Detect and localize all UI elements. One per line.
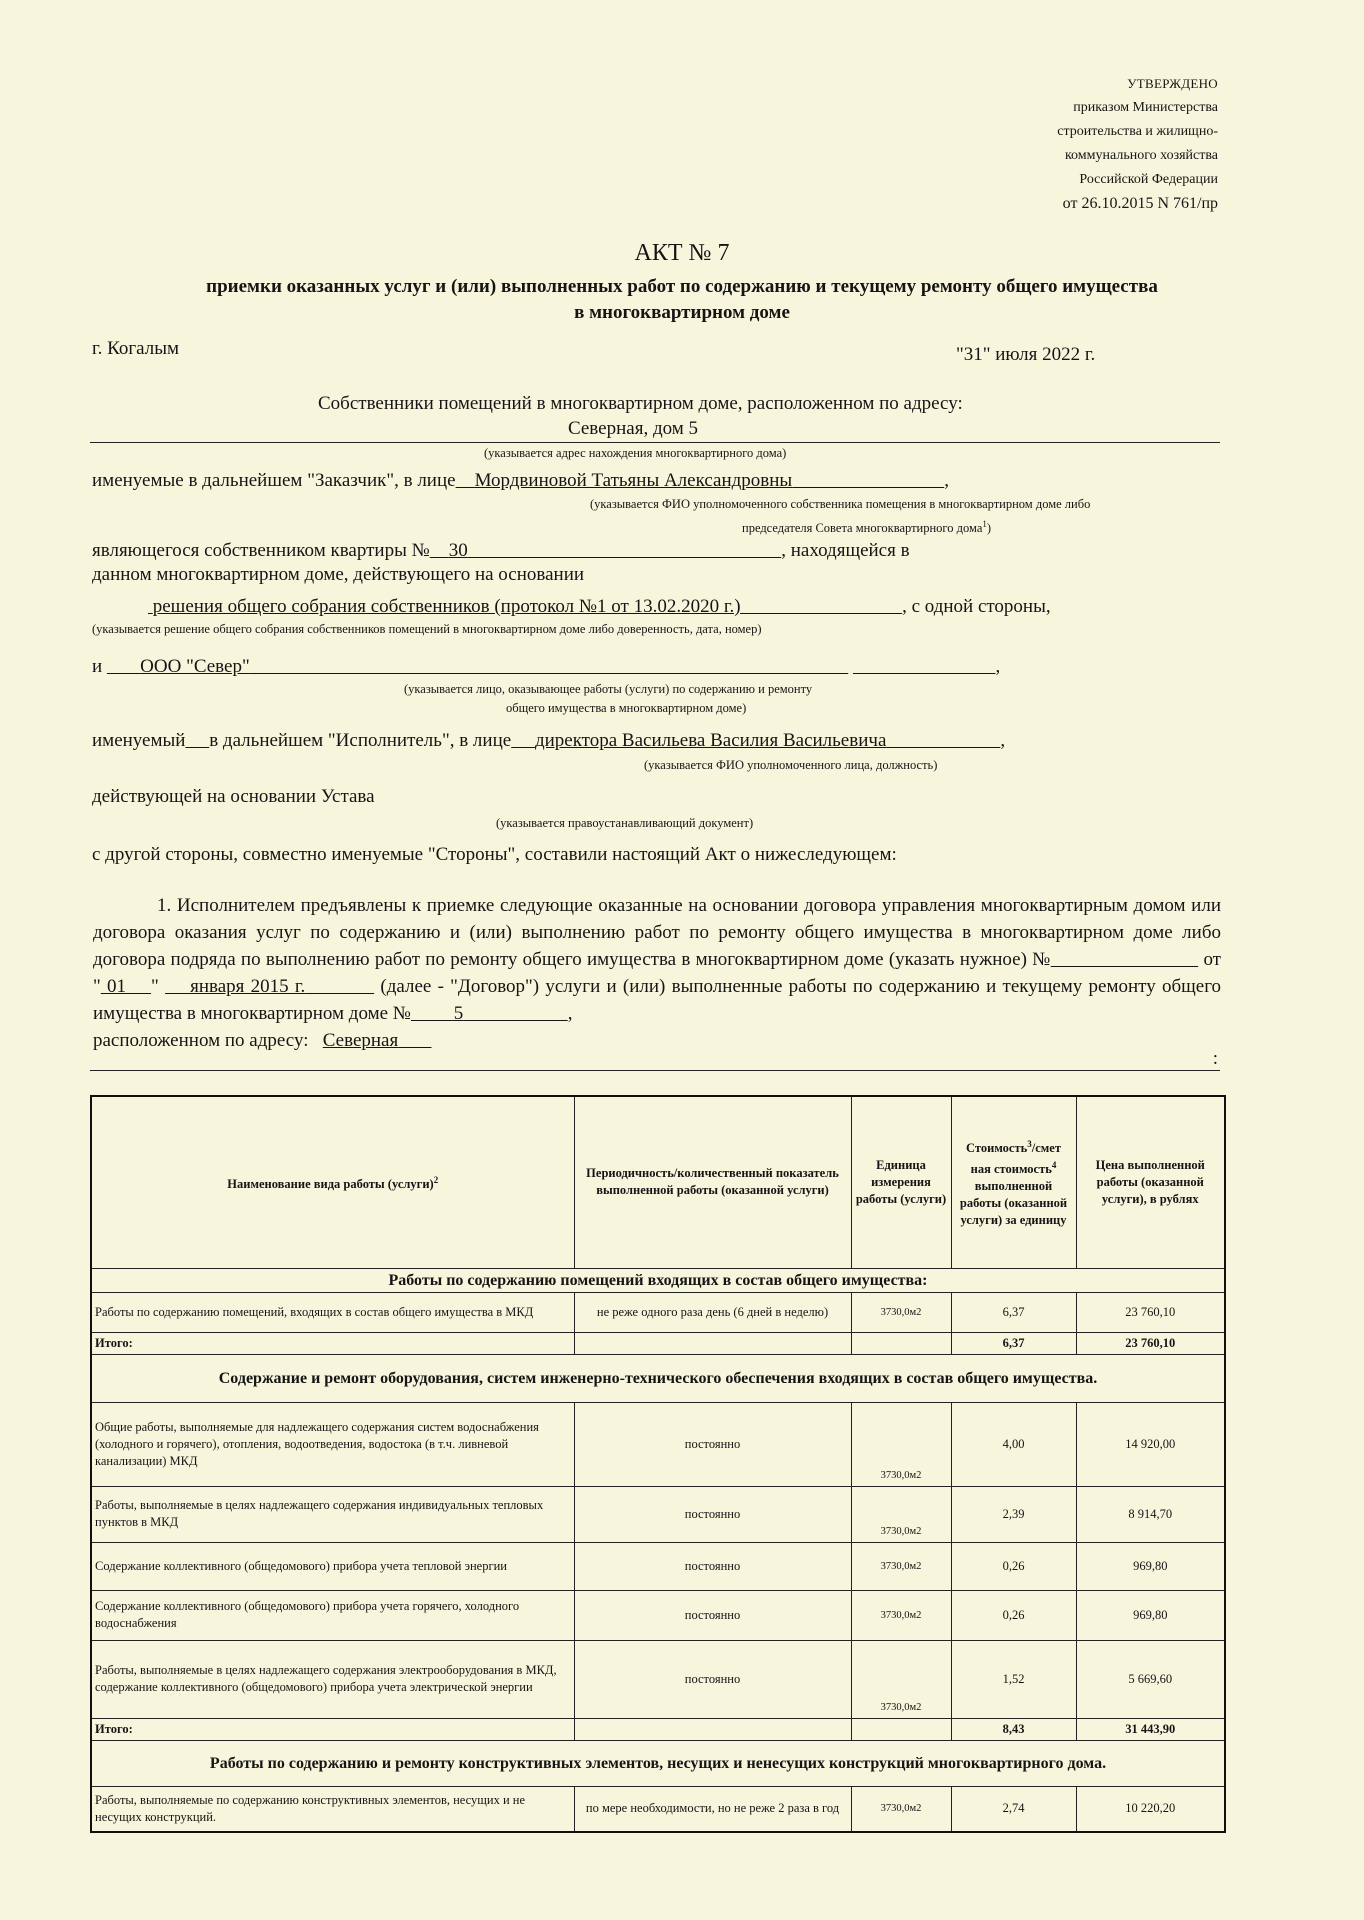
table-row [91, 1402, 1225, 1486]
contractor-name-field [107, 656, 848, 677]
contract-number-field [1051, 949, 1198, 970]
row-period: не реже одного раза день (6 дней в неделю) [574, 1292, 851, 1332]
total-price: 31 443,90 [1076, 1718, 1225, 1740]
row-cost: 1,52 [951, 1640, 1076, 1718]
total-label: Итого: [91, 1718, 574, 1740]
total-row [91, 1332, 1225, 1354]
row-period: постоянно [574, 1402, 851, 1486]
executor-blank [185, 730, 209, 751]
header-name [91, 1096, 574, 1268]
address-field [90, 418, 1220, 443]
row-unit: 3730,0м2 [851, 1542, 951, 1590]
section-row [91, 1268, 1225, 1292]
services-table [90, 1095, 1226, 1833]
contractor-hint2: общего имущества в многоквартирном доме) [506, 701, 747, 715]
row-name: Содержание коллективного (общедомового) прибора учета тепловой энергии [91, 1542, 574, 1590]
basis-intro: данном многоквартирном доме, действующего на основании [92, 564, 585, 585]
owner-prefix: являющегося собственником квартиры № [92, 540, 430, 561]
executor-mid: в дальнейшем "Исполнитель", в лице [209, 730, 512, 751]
contractor-name: ООО "Север" [140, 656, 250, 677]
total-price: 23 760,10 [1076, 1332, 1225, 1354]
row-price: 10 220,20 [1076, 1786, 1225, 1832]
header-unit: Единица измерения работы (услуги) [851, 1096, 951, 1268]
basis-line [148, 596, 1051, 618]
customer-line: именуемые в дальнейшем "Заказчик", в лице Мордвиновой Татьяны Александровны , [92, 470, 949, 491]
row-cost: 4,00 [951, 1402, 1076, 1486]
row-price: 8 914,70 [1076, 1486, 1225, 1542]
row-period: постоянно [574, 1486, 851, 1542]
act-subtitle-line2: в многоквартирном доме [574, 302, 790, 323]
apartment-field [430, 540, 782, 561]
table-row [91, 1640, 1225, 1718]
acting-hint: (указывается правоустанавливающий документ) [496, 816, 754, 830]
parties-line: с другой стороны, совместно именуемые "Стороны", составили настоящий Акт о нижеследующем: [92, 844, 897, 865]
approval-line: Российской Федерации [1079, 172, 1218, 187]
row-price: 14 920,00 [1076, 1402, 1225, 1486]
customer-prefix: именуемые в дальнейшем "Заказчик", в лице [92, 470, 456, 491]
clause-1-text-c: " [151, 976, 159, 997]
approval-order: от 26.10.2015 N 761/пр [1062, 195, 1218, 212]
table-row [91, 1292, 1225, 1332]
customer-hint2-end: ) [986, 521, 992, 536]
header-cost-a: Стоимость [966, 1140, 1028, 1155]
row-price: 5 669,60 [1076, 1640, 1225, 1718]
total-cost: 6,37 [951, 1332, 1076, 1354]
header-cost [951, 1096, 1076, 1268]
header-period: Периодичность/количественный показатель выполненной работы (оказанной услуги) [574, 1096, 851, 1268]
row-cost: 0,26 [951, 1542, 1076, 1590]
act-title: АКТ № 7 [634, 240, 730, 266]
clause-1-text-f: расположенном по адресу: [93, 1030, 309, 1051]
table-row [91, 1542, 1225, 1590]
approval-title: УТВЕРЖДЕНО [1127, 76, 1218, 91]
customer-name-field [456, 470, 945, 491]
row-name: Общие работы, выполняемые для надлежащего содержания систем водоснабжения (холодного и горячего), отопления, водоотведения, водостока (в т.ч. ливневой канализации) МКД [91, 1402, 574, 1486]
table-row [91, 1786, 1225, 1832]
contract-month: января 2015 г. [190, 976, 306, 997]
header-cost-b: /смет ная стоимость [970, 1140, 1061, 1176]
footnote-3: 3 [1027, 1138, 1032, 1149]
table-row [91, 1590, 1225, 1640]
row-name: Работы, выполняемые в целях надлежащего содержания электрооборудования в МКД, содержание коллективного (общедомового) прибора учета электрической энергии [91, 1640, 574, 1718]
approval-line: коммунального хозяйства [1064, 148, 1218, 163]
basis-hint: (указывается решение общего собрания собственников помещений в многоквартирном доме либо доверенность, дата, номер) [92, 622, 762, 636]
section-row [91, 1740, 1225, 1786]
address-hint: (указывается адрес нахождения многоквартирного дома) [484, 446, 787, 460]
row-unit: 3730,0м2 [851, 1402, 951, 1486]
executor-person: директора Васильева Василия Васильевича [534, 730, 887, 751]
basis-suffix: , с одной стороны, [902, 596, 1051, 617]
row-unit: 3730,0м2 [851, 1590, 951, 1640]
clause-1 [93, 892, 1221, 1054]
customer-hint2-text: председателя Совета многоквартирного дома [742, 521, 983, 536]
approval-stamp [1057, 72, 1218, 216]
row-name: Работы, выполняемые в целях надлежащего содержания индивидуальных тепловых пунктов в МКД [91, 1486, 574, 1542]
section-1-title: Работы по содержанию помещений входящих в состав общего имущества: [91, 1268, 1225, 1292]
executor-named: именуемый [92, 730, 186, 751]
address-colon: : [1212, 1048, 1218, 1069]
table-header-row [91, 1096, 1225, 1268]
contract-day: 01 [107, 976, 127, 997]
address-value: Северная, дом 5 [567, 418, 699, 439]
house-number: 5 [453, 1003, 464, 1024]
table-row [91, 1486, 1225, 1542]
row-unit: 3730,0м2 [851, 1292, 951, 1332]
city: г. Когалым [92, 338, 180, 359]
row-unit: 3730,0м2 [851, 1640, 951, 1718]
row-name: Работы, выполняемые по содержанию конструктивных элементов, несущих и не несущих конструкций. [91, 1786, 574, 1832]
total-cost: 8,43 [951, 1718, 1076, 1740]
section-row [91, 1354, 1225, 1402]
owner-suffix: , находящейся в [781, 540, 910, 561]
customer-name: Мордвиновой Татьяны Александровны [474, 470, 793, 491]
total-row [91, 1718, 1225, 1740]
row-price: 969,80 [1076, 1542, 1225, 1590]
row-name: Работы по содержанию помещений, входящих в состав общего имущества в МКД [91, 1292, 574, 1332]
contractor-line: и ООО "Север" , [92, 656, 1001, 677]
row-period: постоянно [574, 1640, 851, 1718]
address-continuation-rule [90, 1048, 1220, 1071]
contractor-extra-field [853, 656, 996, 677]
section-2-title: Содержание и ремонт оборудования, систем инженерно-технического обеспечения входящих в состав общего имущества. [91, 1354, 1225, 1402]
row-cost: 2,39 [951, 1486, 1076, 1542]
customer-hint1: (указывается ФИО уполномоченного собственника помещения в многоквартирном доме либо [590, 497, 1091, 511]
row-cost: 0,26 [951, 1590, 1076, 1640]
row-period: постоянно [574, 1542, 851, 1590]
total-label: Итого: [91, 1332, 574, 1354]
row-unit: 3730,0м2 [851, 1786, 951, 1832]
header-name-text: Наименование вида работы (услуги) [227, 1176, 434, 1191]
executor-hint: (указывается ФИО уполномоченного лица, должность) [644, 758, 938, 772]
customer-hint2 [742, 519, 991, 536]
footnote-4: 4 [1051, 1159, 1057, 1170]
approval-line: приказом Министерства [1073, 100, 1218, 115]
row-price: 23 760,10 [1076, 1292, 1225, 1332]
owners-line: Собственники помещений в многоквартирном доме, расположенном по адресу: [318, 393, 963, 414]
approval-line: строительства и жилищно- [1057, 124, 1218, 139]
row-price: 969,80 [1076, 1590, 1225, 1640]
header-price: Цена выполненной работы (оказанной услуги), в рублях [1076, 1096, 1225, 1268]
row-unit: 3730,0м2 [851, 1486, 951, 1542]
row-cost: 2,74 [951, 1786, 1076, 1832]
clause-1-text-d: (далее - "Договор") услуги и (или) выполненные работы по содержанию и текущему ремонту общего имущества в многоквартирном доме № [93, 976, 1222, 1024]
contract-month-field [165, 976, 374, 997]
clause-1-text-b: от " [93, 949, 1221, 997]
row-name: Содержание коллективного (общедомового) прибора учета горячего, холодного водоснабжения [91, 1590, 574, 1640]
clause-1-text-e: , [567, 1003, 573, 1024]
footnote-1: 1 [982, 519, 987, 529]
header-cost-c: выполненной работы (оказанной услуги) за единицу [959, 1178, 1068, 1227]
house-number-field [411, 1003, 568, 1024]
contract-day-field [101, 976, 151, 997]
street: Северная [322, 1030, 399, 1051]
act-date: "31" июля 2022 г. [956, 344, 1096, 365]
contractor-hint1: (указывается лицо, оказывающее работы (услуги) по содержанию и ремонту [404, 682, 813, 696]
acting-basis: действующей на основании Устава [92, 786, 375, 807]
row-period: по мере необходимости, но не реже 2 раза в год [574, 1786, 851, 1832]
section-3-title: Работы по содержанию и ремонту конструктивных элементов, несущих и ненесущих конструкций многоквартирного дома. [91, 1740, 1225, 1786]
basis-value: решения общего собрания собственников (протокол №1 от 13.02.2020 г.) [152, 596, 741, 617]
contractor-prefix: и [92, 656, 103, 677]
footnote-2: 2 [433, 1174, 439, 1185]
apartment-number: 30 [448, 540, 468, 561]
row-cost: 6,37 [951, 1292, 1076, 1332]
executor-person-field [511, 730, 1000, 751]
row-period: постоянно [574, 1590, 851, 1640]
basis-field [148, 596, 902, 617]
executor-line: именуемый в дальнейшем "Исполнитель", в лице директора Васильева Василия Васильевича , [92, 730, 1006, 751]
clause-1-text-a: 1. Исполнителем предъявлены к приемке следующие оказанные на основании договора управления многоквартирным домом или договора оказания услуг по содержанию и (или) выполнению работ по ремонту общего имущества в многоквартирном доме либо договора подряда по выполнению работ по ремонту общего имущества в многоквартирном доме (указать нужное) № [93, 895, 1221, 970]
act-subtitle-line1: приемки оказанных услуг и (или) выполненных работ по содержанию и текущему ремонту общего имущества [206, 276, 1158, 297]
owner-line [92, 540, 910, 562]
act-subtitle [0, 274, 1364, 326]
